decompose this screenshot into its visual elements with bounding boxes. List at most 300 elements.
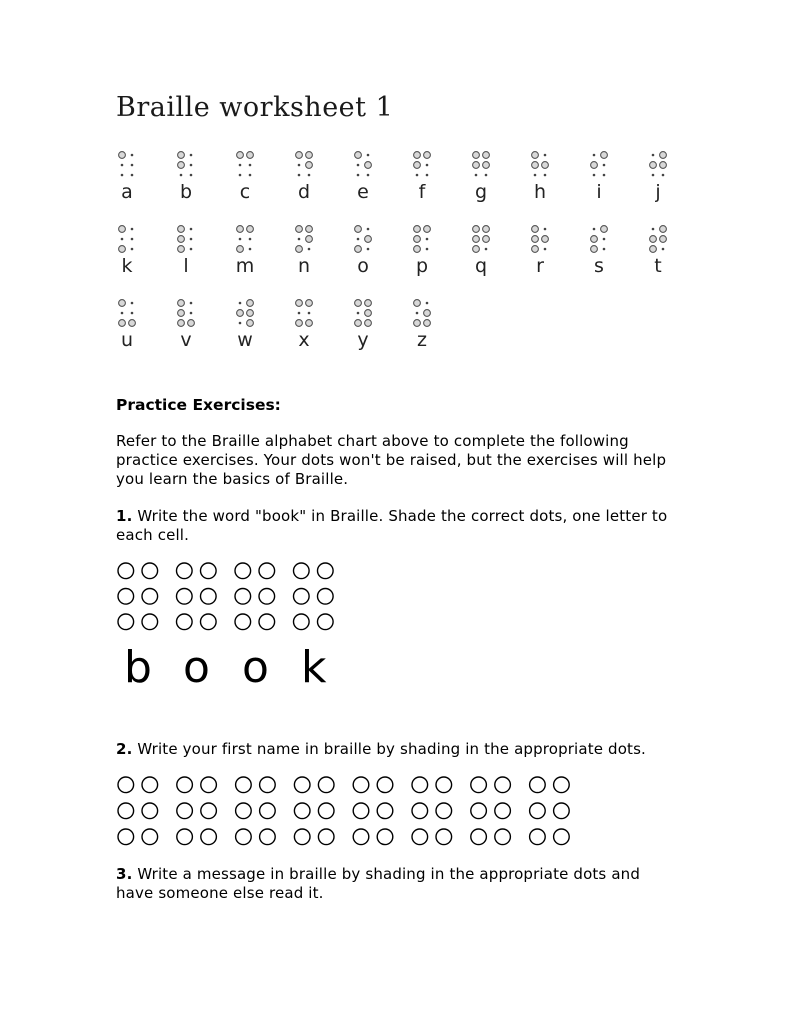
- flat-dot: [298, 238, 301, 241]
- raised-dot: [650, 236, 657, 243]
- raised-dot: [178, 152, 185, 159]
- braille-letter-d: [289, 150, 319, 222]
- flat-dot: [357, 164, 360, 167]
- empty-dot-circle[interactable]: [201, 803, 217, 819]
- empty-dot-circle[interactable]: [118, 614, 134, 630]
- braille-letter-o: [348, 224, 378, 296]
- flat-dot: [603, 174, 606, 177]
- empty-dot-circle[interactable]: [554, 803, 570, 819]
- empty-dot-circle[interactable]: [495, 777, 511, 793]
- flat-dot: [426, 164, 429, 167]
- raised-dot: [660, 226, 667, 233]
- empty-dot-circle[interactable]: [118, 589, 134, 605]
- raised-dot: [473, 226, 480, 233]
- flat-dot: [367, 174, 370, 177]
- empty-dot-circle[interactable]: [294, 614, 310, 630]
- raised-dot: [119, 300, 126, 307]
- braille-letter-q: [466, 224, 496, 296]
- braille-cell-icon: [352, 224, 374, 254]
- raised-dot: [591, 162, 598, 169]
- braille-cell-icon: [175, 298, 197, 328]
- flat-dot: [190, 238, 193, 241]
- flat-dot: [131, 312, 134, 315]
- empty-dot-circle[interactable]: [471, 803, 487, 819]
- braille-cell-icon: [470, 224, 492, 254]
- empty-dot-circle[interactable]: [235, 614, 251, 630]
- flat-dot: [131, 174, 134, 177]
- empty-dot-circle[interactable]: [412, 777, 428, 793]
- braille-letter-f: [407, 150, 437, 222]
- word-letter: k: [301, 642, 327, 693]
- flat-dot: [190, 164, 193, 167]
- empty-dot-circle[interactable]: [436, 829, 452, 845]
- raised-dot: [296, 246, 303, 253]
- exercise-3-text: Write a message in braille by shading in the appropriate dots and have someone else read it.: [116, 865, 640, 902]
- braille-cell-icon: [293, 298, 315, 328]
- letter-label: v: [180, 329, 192, 351]
- raised-dot: [532, 152, 539, 159]
- flat-dot: [357, 174, 360, 177]
- flat-dot: [298, 312, 301, 315]
- empty-dot-circle[interactable]: [353, 803, 369, 819]
- letter-label: k: [121, 255, 133, 277]
- empty-dot-circle[interactable]: [318, 614, 334, 630]
- raised-dot: [483, 236, 490, 243]
- letter-label: w: [237, 329, 253, 351]
- braille-cell-icon: [293, 150, 315, 180]
- raised-dot: [365, 310, 372, 317]
- practice-heading: Practice Exercises:: [116, 396, 281, 414]
- letter-label: c: [239, 181, 251, 203]
- raised-dot: [650, 246, 657, 253]
- empty-dot-circle[interactable]: [377, 803, 393, 819]
- letter-label: j: [655, 181, 661, 203]
- flat-dot: [367, 228, 370, 231]
- empty-dot-circle[interactable]: [177, 563, 193, 579]
- empty-dot-circle[interactable]: [318, 589, 334, 605]
- letter-label: z: [417, 329, 427, 351]
- empty-dot-circle[interactable]: [436, 803, 452, 819]
- empty-dot-circle[interactable]: [259, 589, 275, 605]
- raised-dot: [601, 226, 608, 233]
- empty-dot-circle[interactable]: [530, 829, 546, 845]
- raised-dot: [542, 162, 549, 169]
- braille-cell-icon: [411, 224, 433, 254]
- flat-dot: [131, 238, 134, 241]
- braille-cell-icon: [647, 150, 669, 180]
- raised-dot: [414, 236, 421, 243]
- empty-dot-circle[interactable]: [530, 803, 546, 819]
- raised-dot: [660, 152, 667, 159]
- empty-dot-circle[interactable]: [353, 829, 369, 845]
- raised-dot: [365, 162, 372, 169]
- empty-dot-circle[interactable]: [118, 829, 134, 845]
- raised-dot: [129, 320, 136, 327]
- empty-dot-circle[interactable]: [471, 829, 487, 845]
- flat-dot: [593, 174, 596, 177]
- raised-dot: [414, 246, 421, 253]
- letter-label: f: [418, 181, 426, 203]
- raised-dot: [178, 246, 185, 253]
- raised-dot: [306, 236, 313, 243]
- raised-dot: [424, 310, 431, 317]
- alphabet-row: [112, 298, 692, 372]
- empty-dot-circle[interactable]: [142, 829, 158, 845]
- flat-dot: [190, 174, 193, 177]
- braille-letter-i: [584, 150, 614, 222]
- letter-label: h: [533, 181, 547, 203]
- empty-dot-circle[interactable]: [201, 563, 217, 579]
- raised-dot: [178, 320, 185, 327]
- empty-dot-circle[interactable]: [377, 829, 393, 845]
- flat-dot: [593, 154, 596, 157]
- raised-dot: [237, 310, 244, 317]
- braille-letter-e: [348, 150, 378, 222]
- empty-dot-circle[interactable]: [530, 777, 546, 793]
- braille-letter-w: [230, 298, 260, 370]
- braille-letter-y: [348, 298, 378, 370]
- braille-cell-icon: [588, 150, 610, 180]
- exercise-2-instructions: [116, 740, 676, 759]
- raised-dot: [247, 310, 254, 317]
- flat-dot: [544, 248, 547, 251]
- empty-dot-circle[interactable]: [177, 589, 193, 605]
- empty-dot-circle[interactable]: [259, 614, 275, 630]
- empty-dot-circle[interactable]: [177, 614, 193, 630]
- empty-dot-circle[interactable]: [177, 777, 193, 793]
- flat-dot: [249, 164, 252, 167]
- raised-dot: [178, 310, 185, 317]
- raised-dot: [296, 320, 303, 327]
- raised-dot: [591, 236, 598, 243]
- raised-dot: [532, 246, 539, 253]
- braille-cell-icon: [293, 224, 315, 254]
- empty-dot-circle[interactable]: [495, 803, 511, 819]
- raised-dot: [355, 246, 362, 253]
- empty-dot-circle[interactable]: [177, 829, 193, 845]
- flat-dot: [367, 154, 370, 157]
- empty-dot-circle[interactable]: [294, 589, 310, 605]
- letter-label: l: [183, 255, 189, 277]
- flat-dot: [131, 228, 134, 231]
- raised-dot: [483, 162, 490, 169]
- page-title: Braille worksheet 1: [116, 92, 394, 123]
- empty-dot-circle[interactable]: [260, 777, 276, 793]
- empty-dot-circle[interactable]: [201, 777, 217, 793]
- raised-dot: [424, 226, 431, 233]
- flat-dot: [416, 174, 419, 177]
- raised-dot: [424, 152, 431, 159]
- braille-letter-z: [407, 298, 437, 370]
- flat-dot: [239, 302, 242, 305]
- raised-dot: [355, 320, 362, 327]
- empty-dot-circle[interactable]: [118, 803, 134, 819]
- raised-dot: [119, 320, 126, 327]
- flat-dot: [367, 248, 370, 251]
- flat-dot: [426, 302, 429, 305]
- raised-dot: [178, 300, 185, 307]
- letter-label: y: [357, 329, 369, 351]
- empty-dot-circle[interactable]: [294, 803, 310, 819]
- flat-dot: [249, 174, 252, 177]
- exercise-2-text: Write your first name in braille by shading in the appropriate dots.: [132, 740, 646, 758]
- braille-cell-icon: [529, 150, 551, 180]
- empty-dot-circle[interactable]: [294, 829, 310, 845]
- raised-dot: [119, 246, 126, 253]
- empty-dot-circle[interactable]: [353, 777, 369, 793]
- flat-dot: [249, 248, 252, 251]
- alphabet-row: [112, 150, 692, 224]
- empty-braille-cells: [116, 561, 335, 632]
- letter-label: o: [357, 255, 369, 277]
- raised-dot: [601, 152, 608, 159]
- raised-dot: [473, 152, 480, 159]
- empty-dot-circle[interactable]: [318, 777, 334, 793]
- raised-dot: [237, 226, 244, 233]
- raised-dot: [650, 162, 657, 169]
- letter-label: b: [179, 181, 193, 203]
- empty-dot-circle[interactable]: [495, 829, 511, 845]
- raised-dot: [119, 226, 126, 233]
- flat-dot: [662, 248, 665, 251]
- raised-dot: [365, 236, 372, 243]
- raised-dot: [424, 320, 431, 327]
- letter-label: q: [474, 255, 488, 277]
- raised-dot: [355, 152, 362, 159]
- braille-letter-n: [289, 224, 319, 296]
- braille-letter-r: [525, 224, 555, 296]
- flat-dot: [190, 302, 193, 305]
- flat-dot: [190, 248, 193, 251]
- braille-letter-u: [112, 298, 142, 370]
- flat-dot: [190, 228, 193, 231]
- empty-dot-circle[interactable]: [118, 777, 134, 793]
- flat-dot: [603, 164, 606, 167]
- empty-dot-circle[interactable]: [142, 803, 158, 819]
- flat-dot: [121, 238, 124, 241]
- braille-cell-icon: [647, 224, 669, 254]
- braille-cell-icon: [175, 150, 197, 180]
- flat-dot: [534, 174, 537, 177]
- empty-dot-circle[interactable]: [235, 589, 251, 605]
- flat-dot: [298, 174, 301, 177]
- empty-dot-circle[interactable]: [201, 589, 217, 605]
- flat-dot: [662, 174, 665, 177]
- exercise-2-braille-grid: [116, 775, 571, 847]
- flat-dot: [131, 302, 134, 305]
- braille-cell-icon: [529, 224, 551, 254]
- flat-dot: [308, 312, 311, 315]
- flat-dot: [593, 228, 596, 231]
- flat-dot: [426, 238, 429, 241]
- exercise-1-word: [116, 642, 346, 694]
- empty-dot-circle[interactable]: [318, 563, 334, 579]
- word-letter: o: [183, 642, 210, 693]
- empty-dot-circle[interactable]: [318, 829, 334, 845]
- empty-dot-circle[interactable]: [118, 563, 134, 579]
- letter-label: e: [357, 181, 369, 203]
- raised-dot: [532, 236, 539, 243]
- flat-dot: [485, 248, 488, 251]
- braille-cell-icon: [352, 298, 374, 328]
- empty-dot-circle[interactable]: [436, 777, 452, 793]
- braille-letter-l: [171, 224, 201, 296]
- raised-dot: [296, 152, 303, 159]
- letter-label: a: [121, 181, 133, 203]
- empty-dot-circle[interactable]: [554, 829, 570, 845]
- braille-cell-icon: [234, 224, 256, 254]
- raised-dot: [247, 152, 254, 159]
- raised-dot: [483, 152, 490, 159]
- flat-dot: [239, 174, 242, 177]
- flat-dot: [652, 174, 655, 177]
- raised-dot: [237, 152, 244, 159]
- braille-letter-v: [171, 298, 201, 370]
- flat-dot: [308, 174, 311, 177]
- braille-alphabet-chart: [112, 150, 692, 372]
- empty-dot-circle[interactable]: [236, 803, 252, 819]
- empty-dot-circle[interactable]: [412, 829, 428, 845]
- letter-label: t: [654, 255, 662, 277]
- raised-dot: [247, 320, 254, 327]
- braille-cell-icon: [234, 298, 256, 328]
- raised-dot: [660, 236, 667, 243]
- empty-dot-circle[interactable]: [471, 777, 487, 793]
- exercise-1-text: Write the word "book" in Braille. Shade the correct dots, one letter to each cell.: [116, 507, 668, 544]
- raised-dot: [473, 246, 480, 253]
- flat-dot: [121, 174, 124, 177]
- raised-dot: [532, 162, 539, 169]
- flat-dot: [652, 154, 655, 157]
- raised-dot: [414, 300, 421, 307]
- flat-dot: [131, 154, 134, 157]
- letter-label: m: [235, 255, 255, 277]
- flat-dot: [131, 248, 134, 251]
- flat-dot: [308, 248, 311, 251]
- braille-letter-t: [643, 224, 673, 296]
- flat-dot: [603, 238, 606, 241]
- raised-dot: [247, 226, 254, 233]
- empty-dot-circle[interactable]: [201, 614, 217, 630]
- raised-dot: [414, 162, 421, 169]
- empty-dot-circle[interactable]: [236, 777, 252, 793]
- raised-dot: [355, 300, 362, 307]
- letter-label: i: [596, 181, 602, 203]
- empty-dot-circle[interactable]: [142, 589, 158, 605]
- empty-dot-circle[interactable]: [259, 563, 275, 579]
- raised-dot: [591, 246, 598, 253]
- exercise-1-braille-grid: [116, 561, 335, 632]
- raised-dot: [660, 162, 667, 169]
- flat-dot: [544, 154, 547, 157]
- raised-dot: [414, 320, 421, 327]
- empty-dot-circle[interactable]: [235, 563, 251, 579]
- empty-dot-circle[interactable]: [318, 803, 334, 819]
- braille-letter-a: [112, 150, 142, 222]
- empty-dot-circle[interactable]: [554, 777, 570, 793]
- exercise-1-number: 1.: [116, 507, 133, 525]
- empty-dot-circle[interactable]: [142, 563, 158, 579]
- raised-dot: [296, 226, 303, 233]
- empty-dot-circle[interactable]: [177, 803, 193, 819]
- raised-dot: [306, 320, 313, 327]
- flat-dot: [544, 228, 547, 231]
- raised-dot: [178, 226, 185, 233]
- exercise-3-instructions: [116, 865, 676, 903]
- empty-dot-circle[interactable]: [142, 614, 158, 630]
- raised-dot: [306, 300, 313, 307]
- alphabet-row: [112, 224, 692, 298]
- flat-dot: [485, 174, 488, 177]
- flat-dot: [544, 174, 547, 177]
- braille-letter-g: [466, 150, 496, 222]
- word-letter: o: [242, 642, 269, 693]
- braille-cell-icon: [352, 150, 374, 180]
- braille-letter-j: [643, 150, 673, 222]
- empty-dot-circle[interactable]: [412, 803, 428, 819]
- flat-dot: [603, 248, 606, 251]
- raised-dot: [365, 320, 372, 327]
- braille-cell-icon: [470, 150, 492, 180]
- raised-dot: [296, 300, 303, 307]
- letter-label: p: [415, 255, 429, 277]
- raised-dot: [237, 246, 244, 253]
- flat-dot: [239, 164, 242, 167]
- braille-cell-icon: [116, 150, 138, 180]
- letter-label: x: [298, 329, 310, 351]
- raised-dot: [306, 162, 313, 169]
- empty-dot-circle[interactable]: [294, 563, 310, 579]
- letter-label: s: [594, 255, 604, 277]
- braille-letter-b: [171, 150, 201, 222]
- raised-dot: [306, 226, 313, 233]
- raised-dot: [119, 152, 126, 159]
- empty-dot-circle[interactable]: [236, 829, 252, 845]
- empty-dot-circle[interactable]: [294, 777, 310, 793]
- raised-dot: [178, 236, 185, 243]
- flat-dot: [239, 238, 242, 241]
- flat-dot: [298, 164, 301, 167]
- raised-dot: [365, 300, 372, 307]
- braille-cell-icon: [234, 150, 256, 180]
- empty-dot-circle[interactable]: [260, 829, 276, 845]
- empty-dot-circle[interactable]: [260, 803, 276, 819]
- empty-dot-circle[interactable]: [142, 777, 158, 793]
- flat-dot: [426, 248, 429, 251]
- raised-dot: [532, 226, 539, 233]
- braille-cell-icon: [116, 298, 138, 328]
- braille-letter-p: [407, 224, 437, 296]
- raised-dot: [355, 226, 362, 233]
- flat-dot: [416, 312, 419, 315]
- flat-dot: [121, 164, 124, 167]
- empty-dot-circle[interactable]: [201, 829, 217, 845]
- practice-intro: Refer to the Braille alphabet chart above to complete the following practice exercises. Your dots won't be raised, but the exercises will help you learn the basics of Braille.: [116, 432, 667, 488]
- empty-dot-circle[interactable]: [377, 777, 393, 793]
- braille-cell-icon: [588, 224, 610, 254]
- raised-dot: [178, 162, 185, 169]
- flat-dot: [131, 164, 134, 167]
- exercise-1-instructions: [116, 507, 676, 545]
- flat-dot: [190, 312, 193, 315]
- letter-label: u: [120, 329, 134, 351]
- letter-label: r: [536, 255, 544, 277]
- flat-dot: [357, 238, 360, 241]
- empty-braille-cells: [116, 775, 571, 847]
- raised-dot: [483, 226, 490, 233]
- flat-dot: [475, 174, 478, 177]
- raised-dot: [247, 300, 254, 307]
